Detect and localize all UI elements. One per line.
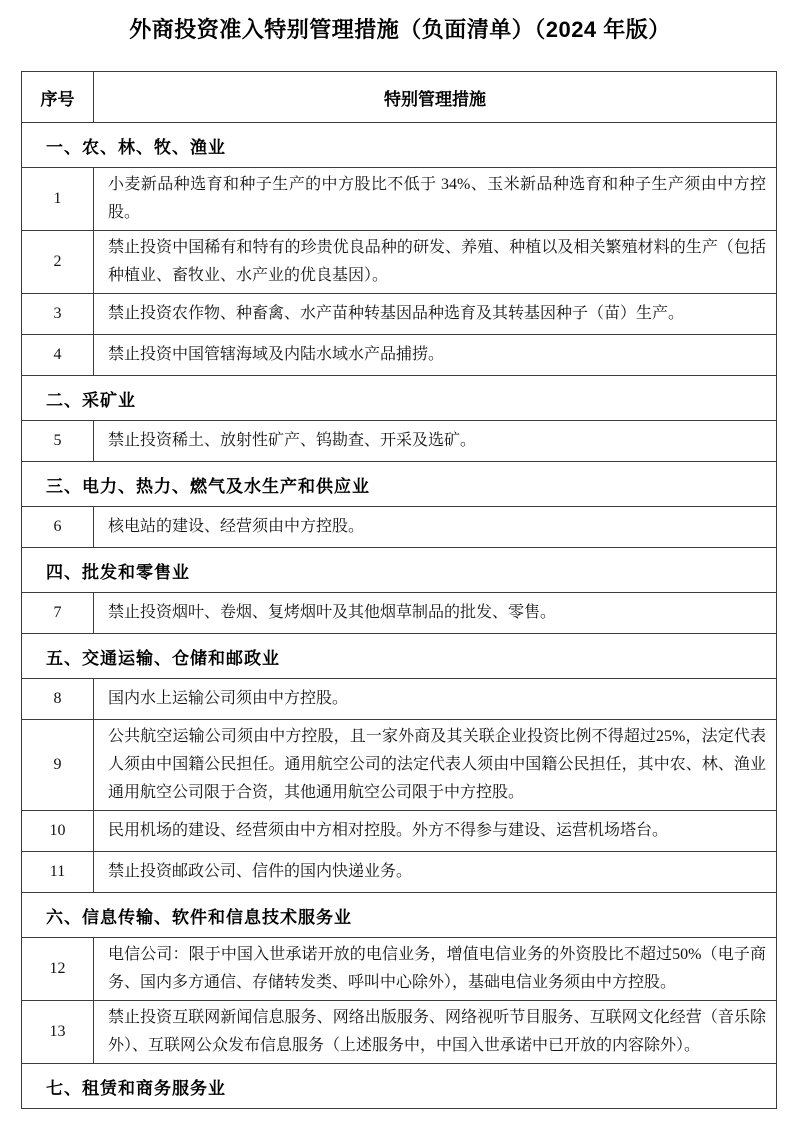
section-header-row — [22, 123, 777, 168]
row-measure-text: 小麦新品种选育和种子生产的中方股比不低于 34%、玉米新品种选育和种子生产须由中方控股。 — [94, 168, 777, 231]
row-serial-number: 9 — [22, 720, 94, 811]
row-measure-text: 公共航空运输公司须由中方控股，且一家外商及其关联企业投资比例不得超过25%，法定代表人须由中国籍公民担任。通用航空公司的法定代表人须由中国籍公民担任，其中农、林、渔业通用航空公司限于合资，其他通用航空公司限于中方控股。 — [94, 720, 777, 811]
row-serial-number: 4 — [22, 335, 94, 376]
row-serial-number: 10 — [22, 811, 94, 852]
row-measure-text: 禁止投资中国管辖海域及内陆水域水产品捕捞。 — [94, 335, 777, 376]
row-measure-text: 禁止投资邮政公司、信件的国内快递业务。 — [94, 852, 777, 893]
header-cell-serial-number: 序号 — [22, 72, 94, 123]
row-serial-number: 1 — [22, 168, 94, 231]
row-serial-number: 12 — [22, 938, 94, 1001]
header-cell-special-measures: 特别管理措施 — [94, 72, 777, 123]
table-row — [22, 593, 777, 634]
table-body — [22, 123, 777, 1109]
section-header-row — [22, 634, 777, 679]
row-serial-number: 13 — [22, 1001, 94, 1064]
section-header-row — [22, 1064, 777, 1109]
row-serial-number: 11 — [22, 852, 94, 893]
section-header-label: 二、采矿业 — [22, 376, 777, 421]
row-measure-text: 民用机场的建设、经营须由中方相对控股。外方不得参与建设、运营机场塔台。 — [94, 811, 777, 852]
row-measure-text: 禁止投资互联网新闻信息服务、网络出版服务、网络视听节目服务、互联网文化经营（音乐除外）、互联网公众发布信息服务（上述服务中，中国入世承诺中已开放的内容除外）。 — [94, 1001, 777, 1064]
section-header-row — [22, 548, 777, 593]
section-header-label: 一、农、林、牧、渔业 — [22, 123, 777, 168]
section-header-label: 七、租赁和商务服务业 — [22, 1064, 777, 1109]
row-serial-number: 2 — [22, 231, 94, 294]
row-measure-text: 禁止投资中国稀有和特有的珍贵优良品种的研发、养殖、种植以及相关繁殖材料的生产（包括种植业、畜牧业、水产业的优良基因）。 — [94, 231, 777, 294]
section-header-label: 五、交通运输、仓储和邮政业 — [22, 634, 777, 679]
section-header-row — [22, 893, 777, 938]
negative-list-table — [21, 71, 777, 1109]
table-row — [22, 168, 777, 231]
row-measure-text: 禁止投资烟叶、卷烟、复烤烟叶及其他烟草制品的批发、零售。 — [94, 593, 777, 634]
section-header-row — [22, 376, 777, 421]
section-header-label: 六、信息传输、软件和信息技术服务业 — [22, 893, 777, 938]
table-row — [22, 1001, 777, 1064]
row-measure-text: 禁止投资农作物、种畜禽、水产苗种转基因品种选育及其转基因种子（苗）生产。 — [94, 294, 777, 335]
table-row — [22, 335, 777, 376]
section-header-row — [22, 462, 777, 507]
table-row — [22, 852, 777, 893]
row-measure-text: 电信公司：限于中国入世承诺开放的电信业务，增值电信业务的外资股比不超过50%（电子商务、国内多方通信、存储转发类、呼叫中心除外），基础电信业务须由中方控股。 — [94, 938, 777, 1001]
row-serial-number: 8 — [22, 679, 94, 720]
table-row — [22, 421, 777, 462]
section-header-label: 三、电力、热力、燃气及水生产和供应业 — [22, 462, 777, 507]
row-measure-text: 禁止投资稀土、放射性矿产、钨勘查、开采及选矿。 — [94, 421, 777, 462]
header-row — [22, 72, 777, 123]
section-header-label: 四、批发和零售业 — [22, 548, 777, 593]
table-row — [22, 679, 777, 720]
row-measure-text: 核电站的建设、经营须由中方控股。 — [94, 507, 777, 548]
row-serial-number: 7 — [22, 593, 94, 634]
table-row — [22, 811, 777, 852]
document-title: 外商投资准入特别管理措施（负面清单）（2024 年版） — [129, 17, 671, 42]
row-serial-number: 5 — [22, 421, 94, 462]
row-measure-text: 国内水上运输公司须由中方控股。 — [94, 679, 777, 720]
table-row — [22, 507, 777, 548]
row-serial-number: 6 — [22, 507, 94, 548]
table-row — [22, 294, 777, 335]
row-serial-number: 3 — [22, 294, 94, 335]
table-header — [22, 72, 777, 123]
table-row — [22, 231, 777, 294]
table-row — [22, 938, 777, 1001]
table-row — [22, 720, 777, 811]
